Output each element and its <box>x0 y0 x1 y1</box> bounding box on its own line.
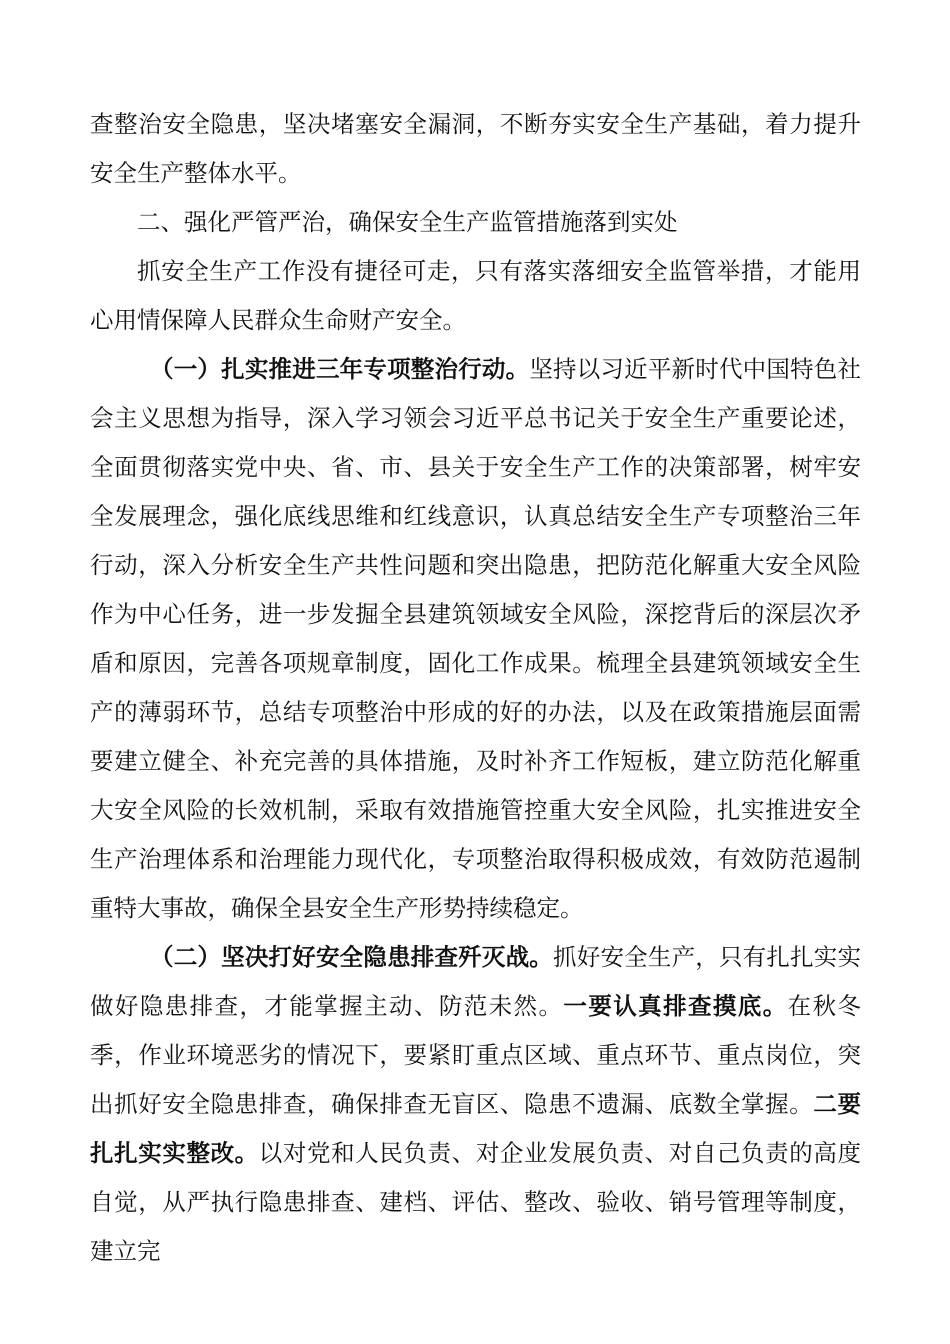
text-segment: 在秋冬季，作业环境恶劣的情况下，要紧盯重点区域、重点环节、重点岗位，突出抓好安全隐患排查，确保排查无盲区、隐患不遗漏、底数全掌握。 <box>90 992 862 1118</box>
section-heading-text: 二、强化严管严治，确保安全生产监管措施落到实处 <box>137 208 678 236</box>
text-segment: 抓安全生产工作没有捷径可走，只有落实落细安全监管举措，才能用心用情保障人民群众生命财产安全。 <box>90 257 861 334</box>
text-segment: 坚持以习近平新时代中国特色社会主义思想为指导，深入学习领会习近平总书记关于安全生产重要论述，全面贯彻落实党中央、省、市、县关于安全生产工作的决策部署，树牢安全发展理念，强化底线思维和红线意识，认真总结安全生产专项整治三年行动，深入分析安全生产共性问题和突出隐患，把防范化解重大安全风险作为中心任务，进一步发掘全县建筑领域安全风险，深挖背后的深层次矛盾和原因，完善各项规章制度，固化工作成果。梳理全县建筑领域安全生产的薄弱环节，总结专项整治中形成的好的办法，以及在政策措施层面需要建立健全、补充完善的具体措施，及时补齐工作短板，建立防范化解重大安全风险的长效机制，采取有效措施管控重大安全风险，扎实推进安全生产治理体系和治理能力现代化，专项整治取得积极成效，有效防范遏制重特大事故，确保全县安全生产形势持续稳定。 <box>90 355 862 922</box>
subheading-bold: （一）扎实推进三年专项整治行动。 <box>150 355 530 383</box>
emphasis-bold: 一要认真排查摸底。 <box>563 992 788 1020</box>
text-segment: 查整治安全隐患，坚决堵塞安全漏洞，不断夯实安全生产基础，着力提升安全生产整体水平。 <box>90 110 861 187</box>
text-segment: 以对党和人民负责、对企业发展负责、对自己负责的高度自觉，从严执行隐患排查、建档、评估、整改、验收、销号管理等制度，建立完 <box>90 1139 862 1265</box>
paragraph-intro <box>90 247 861 345</box>
section-heading <box>90 198 861 247</box>
text-segment: 抓好安全生产，只有扎扎实实做好隐患排查，才能掌握主动、防范未然。 <box>90 943 862 1020</box>
paragraph-item-two <box>90 933 861 1276</box>
paragraph-continuation <box>90 100 861 198</box>
paragraph-item-one <box>90 345 861 933</box>
emphasis-bold: 二要扎扎实实整改。 <box>90 1090 862 1167</box>
subheading-bold: （二）坚决打好安全隐患排查歼灭战。 <box>150 943 554 971</box>
document-page <box>90 100 861 1276</box>
